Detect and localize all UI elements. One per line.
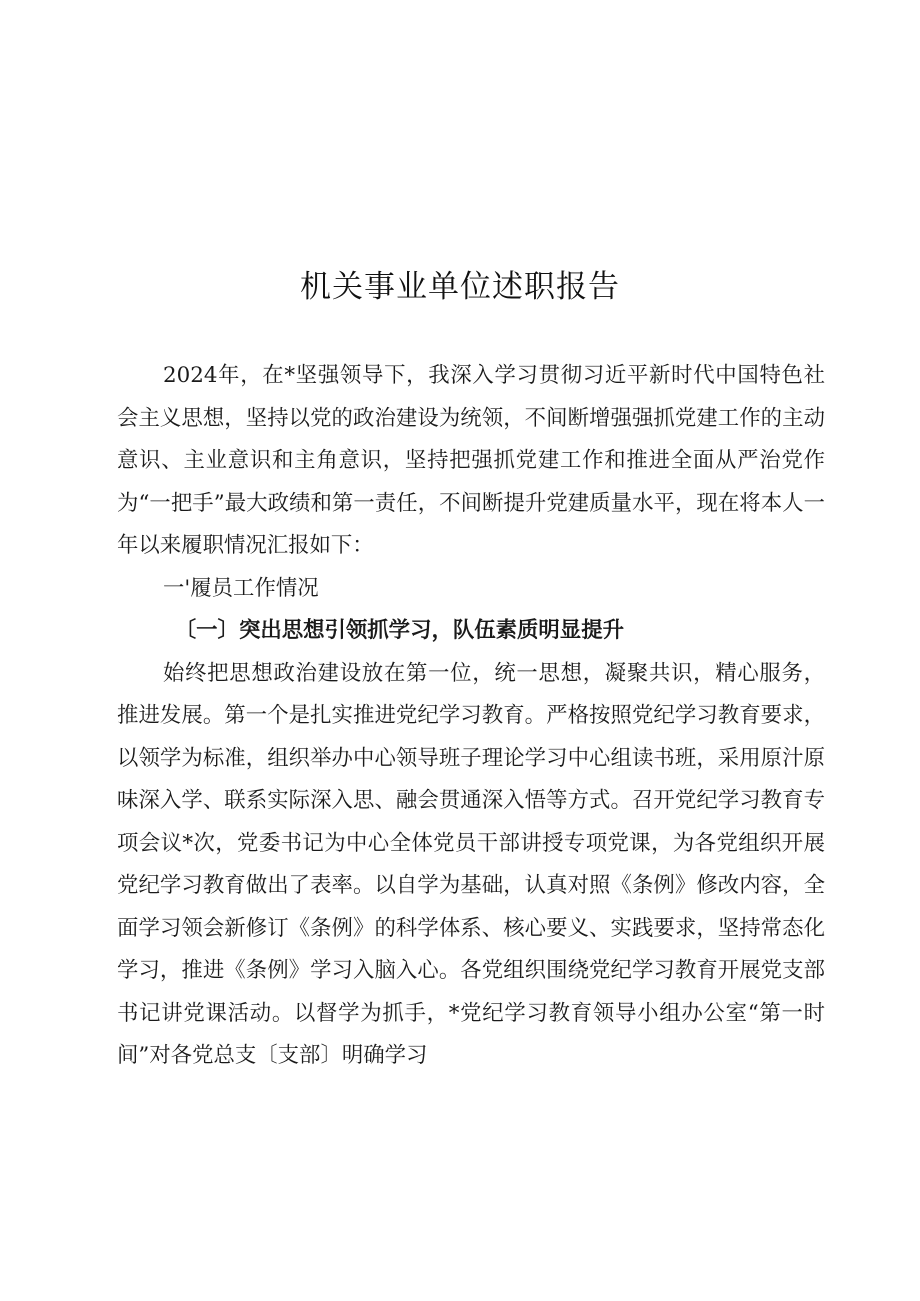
section-heading: 一'履员工作情况: [163, 575, 319, 601]
document-title: 机关事业单位述职报告: [300, 269, 620, 305]
intro-paragraph: 2024年，在*坚强领导下，我深入学习贯彻习近平新时代中国特色社会主义思想，坚持以党的政治建设为统领，不间断增强强抓党建工作的主动意识、主业意识和主角意识，坚持把强抓党建工作和推进全面从严治党作为“一把手”最大政绩和第一责任，不间断提升党建质量水平，现在将本人一年以来履职情况汇报如下：: [117, 363, 825, 558]
document-body: [117, 355, 825, 1078]
subsection-heading: 〔一〕突出思想引领抓学习，队伍素质明显提升: [174, 618, 624, 643]
subsection-paragraph: 始终把思想政治建设放在第一位，统一思想，凝聚共识，精心服务，推进发展。第一个是扎实推进党纪学习教育。严格按照党纪学习教育要求，以领学为标准，组织举办中心领导班子理论学习中心组读书班，采用原汁原味深入学、联系实际深入思、融会贯通深入悟等方式。召开党纪学习教育专项会议*次，党委书记为中心全体党员干部讲授专项党课，为各党组织开展党纪学习教育做出了表率。以自学为基础，认真对照《条例》修改内容，全面学习领会新修订《条例》的科学体系、核心要义、实践要求，坚持常态化学习，推进《条例》学习入脑入心。各党组织围绕党纪学习教育开展党支部书记讲党课活动。以督学为抓手，*党纪学习教育领导小组办公室“第一时间”对各党总支〔支部〕明确学习: [117, 660, 825, 1068]
